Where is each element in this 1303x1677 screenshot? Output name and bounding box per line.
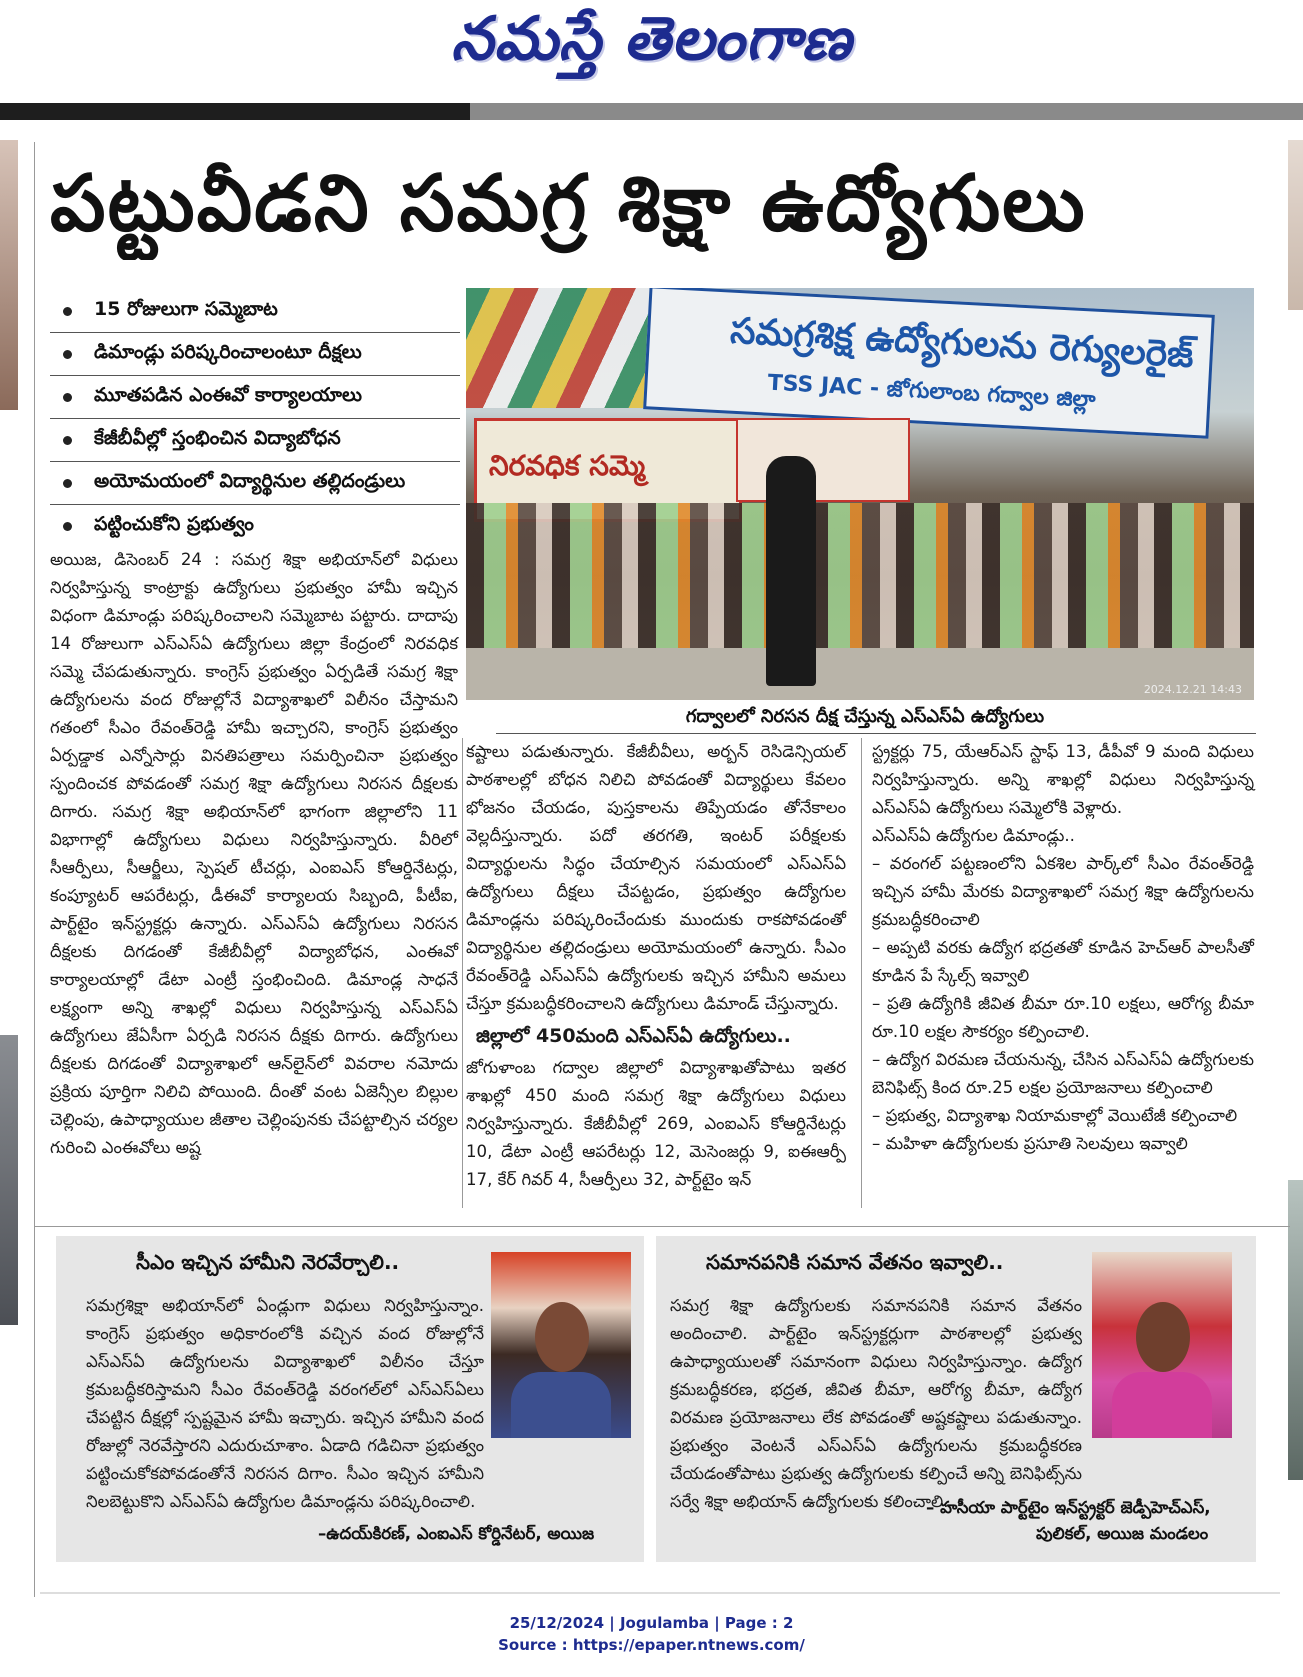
section-subhead: జిల్లాలో 450మంది ఎస్ఎస్ఏ ఉద్యోగులు..: [476, 1025, 791, 1047]
footer-divider: [40, 1592, 1280, 1594]
quote-title: సీఎం ఇచ్చిన హామీని నెరవేర్చాలి..: [136, 1250, 400, 1274]
highlight-item: మూతపడిన ఎంఈవో కార్యాలయాలు: [50, 376, 460, 419]
edition-info: 25/12/2024 | Jogulamba | Page : 2: [509, 1614, 794, 1632]
highlights-list: [50, 290, 460, 547]
bullet-icon: [63, 307, 72, 316]
photo-caption: గద్వాలలో నిరసన దీక్ష చేస్తున్న ఎస్ఎస్ఏ ఉద్యోగులు: [685, 706, 1045, 727]
portrait-body: [511, 1372, 611, 1438]
body-paragraph: అయిజ, డిసెంబర్ 24 : సమగ్ర శిక్షా అభియాన్‌లో విధులు నిర్వహిస్తున్న కాంట్రాక్టు ఉద్యోగులు ప్రభుత్వం హామీ ఇచ్చిన విధంగా డిమాండ్లు పరిష్కరించాలని సమ్మెబాట పట్టారు. దాదాపు 14 రోజులుగా ఎస్ఎస్ఏ ఉద్యోగులు జిల్లా కేంద్రంలో నిరవధిక సమ్మె చేపడుతున్నారు. కాంగ్రెస్ ప్రభుత్వం ఏర్పడితే సమగ్ర శిక్షా ఉద్యోగులను వంద రోజుల్లోనే విద్యాశాఖలో విలీనం చేస్తామని గతంలో సీఎం రేవంత్‌రెడ్డి హామీ ఇచ్చారని, కాంగ్రెస్ ప్రభుత్వం ఏర్పడ్డాక ఎన్నోసార్లు వినతిపత్రాలు సమర్పించినా ప్రభుత్వం స్పందించక పోవడంతో సమగ్ర శిక్షా ఉద్యోగులు నిరసన దీక్షలకు దిగారు. సమగ్ర శిక్షా అభియాన్‌లో భాగంగా జిల్లాలోని 11 విభాగాల్లో ఉద్యోగులు విధులు నిర్వహిస్తున్నారు. వీరిలో సీఆర్పీలు, సీఆర్జీలు, స్పెషల్ టీచర్లు, ఎంఐఎస్ కోఆర్డినేటర్లు, కంప్యూటర్ ఆపరేటర్లు, డీఈవో కార్యాలయ సిబ్బంది, పీటీఐ, పార్ట్‌టైం ఇన్‌స్ట్రక్టర్లు ఉన్నారు. ఎస్ఎస్ఏ ఉద్యోగులు నిరసన దీక్షలకు దిగడంతో కేజీబీవీల్లో విద్యాబోధన, ఎంఈవో కార్యాలయాల్లో డేటా ఎంట్రీ స్తంభించింది. డిమాండ్ల సాధనే లక్ష్యంగా అన్ని శాఖల్లో విధులు నిర్వహిస్తున్న ఎస్ఎస్ఏ ఉద్యోగులు జేఏసీగా ఏర్పడి నిరసన దీక్షకు దిగారు. ఉద్యోగులు దీక్షలకు దిగడంతో విద్యాశాఖలో ఆన్‌లైన్‌లో వివరాల నమోదు ప్రక్రియ పూర్తిగా నిలిచి పోయింది. దీంతో వంట ఏజెన్సీల బిల్లుల చెల్లింపు, ఉపాధ్యాయుల జీతాల చెల్లింపునకు చేపట్టాల్సిన చర్యల గురించి ఎంఈవోలు అష్ట: [50, 550, 458, 1157]
section-divider: [34, 1226, 1290, 1227]
seated-crowd: [466, 503, 1254, 668]
quote-signature-place: పులికల్, అయిజ మండలం: [1036, 1524, 1209, 1543]
bullet-icon: [63, 393, 72, 402]
highlight-item: కేజీబీవీల్లో స్తంభించిన విద్యాబోధన: [50, 419, 460, 462]
masthead-rule-dark: [0, 103, 470, 120]
speaker-figure: [766, 456, 816, 686]
demand-item: – అప్పటి వరకు ఉద్యోగ భద్రతతో కూడిన హెచ్ఆర్ పాలసీతో కూడిన పే స్కేల్స్ ఇవ్వాలి: [872, 938, 1254, 985]
newspaper-logo: నమస్తే తెలంగాణ: [450, 4, 853, 74]
portrait-photo: [491, 1252, 631, 1438]
highlight-item: 15 రోజులుగా సమ్మెబాట: [50, 290, 460, 333]
caption-rule: [496, 733, 1256, 734]
demand-item: – ప్రభుత్వ, విద్యాశాఖ నియామకాల్లో వెయిటేజీ కల్పించాలి: [872, 1106, 1238, 1125]
bullet-icon: [63, 436, 72, 445]
masthead: [0, 0, 1303, 100]
adjacent-photo: [1288, 140, 1303, 310]
quote-signature: –ఉదయ్‌కిరణ్, ఎంఐఎస్ కోర్డినేటర్, అయిజ: [318, 1524, 595, 1543]
quote-text-part1: సమగ్రశిక్షా అభియాన్‌లో ఏండ్లుగా విధులు నిర్వహిస్తున్నాం. కాంగ్రెస్ ప్రభుత్వం అధికారంలోకి వచ్చిన వంద రోజుల్లోనే ఎస్ఎస్ఏ ఉద్యోగులను విద్యాశాఖలో విలీనం చేస్తూ క్రమబద్ధీకరిస్తామని సీఎం రేవంత్‌రెడ్డి వరంగల్‌లో ఎస్ఎస్ఏలు చేపట్టిన దీక్షల్లో స్పష్టమైన హామీ ఇచ్చారు. ఇచ్చిన హామీని వంద రోజుల్లో నెరవేస్తారని ఎదురుచూశాం. ఏడాది గడిచినా ప్రభుత్వం పట్టించుకోకపోవడంతోనే నిరసన దిగాం. సీఎం ఇచ్చిన హామీని నిలబెట్టుకొని ఎస్ఎస్ఏ ఉద్యోగుల డిమాండ్లను పరిష్కరించాలి.: [86, 1296, 484, 1511]
demands-lead: ఎస్ఎస్ఏ ఉద్యోగుల డిమాండ్లు..: [872, 826, 1075, 845]
adjacent-photo: [1288, 1180, 1303, 1480]
quote-text: సమగ్ర శిక్షా ఉద్యోగులకు సమానపనికి సమాన వేతనం అందించాలి. పార్ట్‌టైం ఇన్‌స్ట్రక్టర్లుగా పాఠశాలల్లో ప్రభుత్వ ఉపాధ్యాయులతో సమానంగా విధులు నిర్వహిస్తున్నాం. ఉద్యోగ క్రమబద్ధీకరణ, భద్రత, జీవిత బీమా, ఆరోగ్య బీమా, ఉద్యోగ విరమణ ప్రయోజనాలు లేక పోవడంతో అష్టకష్టాలు పడుతున్నాం. ప్రభుత్వం వెంటనే ఎస్ఎస్ఏ ఉద్యోగులను క్రమబద్ధీకరణ చేయడంతోపాటు ప్రభుత్వ ఉద్యోగులకు కల్పించే అన్ని బెనిఫిట్స్‌ను సర్వే శిక్షా అభియాన్ ఉద్యోగులకు కలించాలి.: [670, 1296, 1082, 1511]
body-paragraph: కష్టాలు పడుతున్నారు. కేజీబీవీలు, అర్బన్ రెసిడెన్సియల్ పాఠశాలల్లో బోధన నిలిచి పోవడంతో విద్యార్థులు కేవలం భోజనం చేయడం, పుస్తకాలను తిప్పేయడం తోనేకాలం వెల్లదీస్తున్నారు. పదో తరగతి, ఇంటర్ పరీక్షలకు విద్యార్థులను సిద్ధం చేయాల్సిన సమయంలో ఎస్ఎస్ఏ ఉద్యోగులు దీక్షలు చేపట్టడం, ప్రభుత్వం ఉద్యోగుల డిమాండ్లను పరిష్కరించేందుకు ముందుకు రాకపోవడంతో విద్యార్థినుల తల్లిదండ్రులు అయోమయంలో ఉన్నారు. సీఎం రేవంత్‌రెడ్డి ఎస్ఎస్ఏ ఉద్యోగులకు ఇచ్చిన హామీని అమలు చేస్తూ క్రమబద్ధీకరించాలని ఉద్యోగులు డిమాండ్ చేస్తున్నారు.: [466, 742, 846, 1013]
left-adjacent-article: [0, 140, 18, 1600]
article-column-3: [872, 738, 1254, 1158]
bullet-icon: [63, 350, 72, 359]
right-adjacent-article: [1288, 140, 1303, 1600]
article-column-1: [50, 546, 458, 1162]
protest-photo: [466, 288, 1254, 700]
body-paragraph: స్ట్రక్టర్లు 75, యేఆర్ఎస్ స్టాఫ్ 13, డీపీవో 9 మంది విధులు నిర్వహిస్తున్నారు. అన్ని శాఖల్లో విధులు నిర్వహిస్తున్న ఎస్ఎస్ఏ ఉద్యోగులు సమ్మెలోకి వెళ్లారు.: [872, 742, 1254, 817]
body-paragraph: జోగుళాంబ గద్వాల జిల్లాలో విద్యాశాఖతోపాటు ఇతర శాఖల్లో 450 మంది సమగ్ర శిక్షా ఉద్యోగులు విధులు నిర్వహిస్తున్నారు. కేజీబీవీల్లో 269, ఎంఐఎస్ కోఆర్డినేటర్లు 10, డేటా ఎంట్రీ ఆపరేటర్లు 12, మెసెంజర్లు 9, ఐఈఆర్పీ 17, కేర్ గివర్ 4, సీఆర్పీలు 32, పార్ట్‌టైం ఇన్: [466, 1058, 846, 1189]
tent-canopy: [466, 288, 666, 408]
article-column-2: [466, 738, 846, 1194]
bullet-icon: [63, 479, 72, 488]
highlight-item: డిమాండ్లు పరిష్కరించాలంటూ దీక్షలు: [50, 333, 460, 376]
photo-timestamp: 2024.12.21 14:43: [1143, 683, 1242, 696]
demand-item: – ప్రతి ఉద్యోగికి జీవిత బీమా రూ.10 లక్షలు, ఆరోగ్య బీమా రూ.10 లక్షల సౌకర్యం కల్పించాలి.: [872, 994, 1254, 1041]
bullet-icon: [63, 522, 72, 531]
column-separator: [861, 738, 862, 1208]
demand-item: – మహిళా ఉద్యోగులకు ప్రసూతి సెలవులు ఇవ్వాలి: [872, 1134, 1188, 1153]
ground: [466, 648, 1254, 700]
demand-item: – వరంగల్ పట్టణంలోని ఏకశిల పార్క్‌లో సీఎం రేవంత్‌రెడ్డి ఇచ్చిన హామీ మేరకు విద్యాశాఖలో సమగ్ర శిక్షా ఉద్యోగులను క్రమబద్ధీకరించాలి: [872, 854, 1254, 929]
quote-box-haseeya: [656, 1236, 1256, 1562]
article-headline: పట్టువీడని సమగ్ర శిక్షా ఉద్యోగులు: [50, 159, 1087, 249]
quote-signature: – హసీయా పార్ట్‌టైం ఇన్‌స్ట్రక్టర్ జెడ్పీహెచ్ఎస్,: [926, 1498, 1211, 1517]
adjacent-photo: [0, 140, 18, 410]
portrait-face: [1136, 1302, 1190, 1372]
portrait-photo: [1092, 1252, 1232, 1438]
highlight-item: అయోమయంలో విద్యార్థినుల తల్లిదండ్రులు: [50, 462, 460, 505]
adjacent-photo: [0, 1035, 18, 1325]
portrait-body: [1112, 1372, 1212, 1438]
column-separator: [34, 142, 35, 1597]
portrait-face: [535, 1302, 589, 1372]
column-separator: [462, 738, 463, 1208]
source-url: Source : https://epaper.ntnews.com/: [498, 1636, 805, 1654]
side-banner: [736, 418, 910, 502]
quote-box-udaykiran: [56, 1236, 644, 1562]
strike-banner: నిరవధిక సమ్మె: [474, 418, 742, 522]
protest-banner: సమగ్రశిక్ష ఉద్యోగులను రెగ్యులరైజ్ TSS JAC - జోగులాంబ గద్వాల జిల్లా: [643, 288, 1215, 439]
quote-title: సమానపనికి సమాన వేతనం ఇవ్వాలి..: [706, 1250, 1004, 1274]
highlight-item: పట్టించుకోని ప్రభుత్వం: [50, 505, 460, 547]
page-footer: [0, 1612, 1303, 1656]
masthead-rule-grey: [470, 103, 1303, 120]
demand-item: – ఉద్యోగ విరమణ చేయనున్న, చేసిన ఎస్ఎస్ఏ ఉద్యోగులకు బెనిఫిట్స్ కింద రూ.25 లక్షల ప్రయోజనాలు కల్పించాలి: [872, 1050, 1254, 1097]
